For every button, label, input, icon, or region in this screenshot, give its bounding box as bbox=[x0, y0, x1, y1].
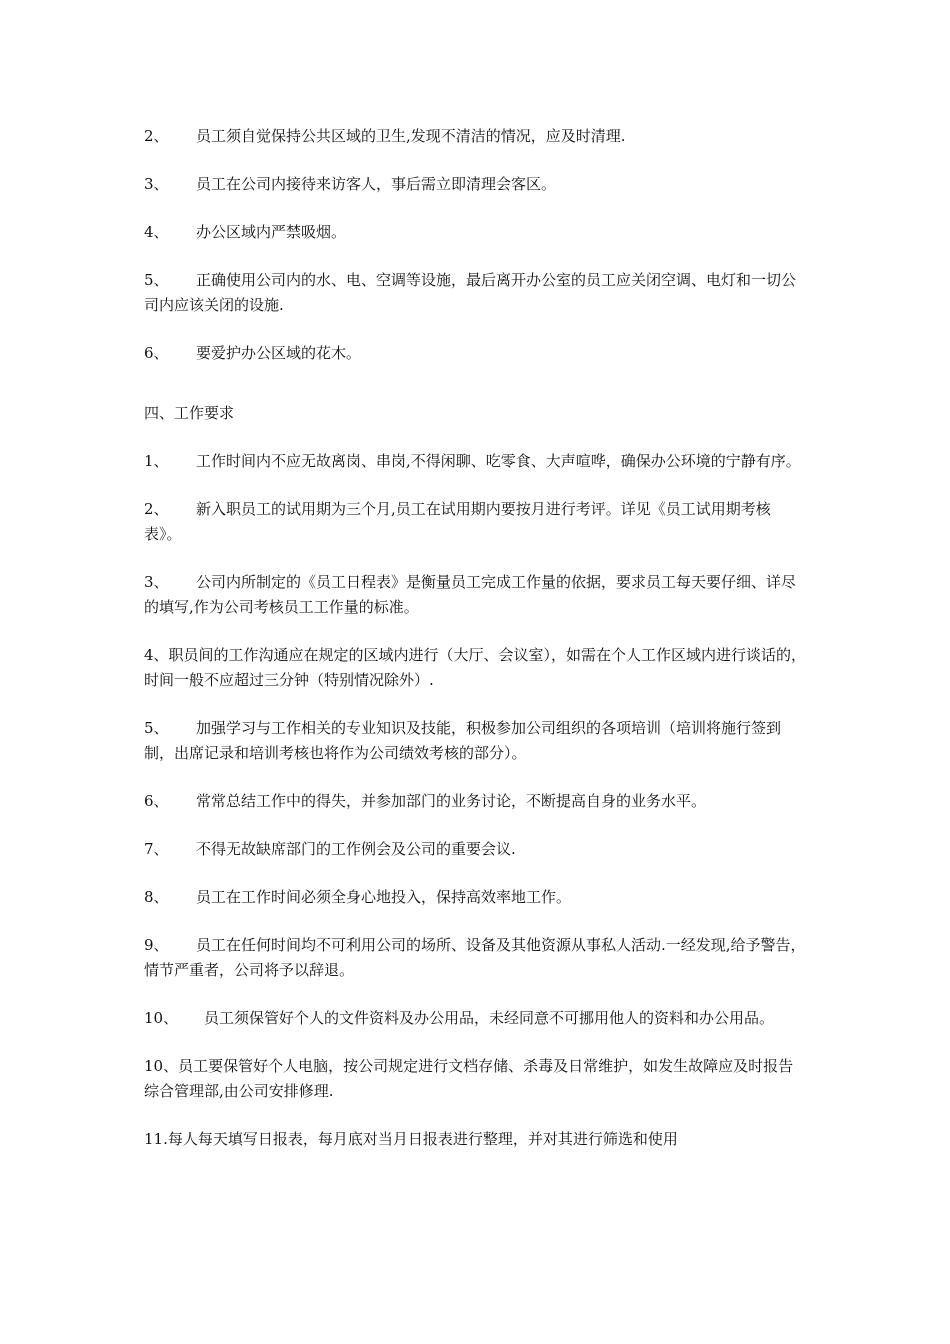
item-text: 工作时间内不应无故离岗、串岗,不得闲聊、吃零食、大声喧哗，确保办公环境的宁静有序。 bbox=[196, 452, 801, 470]
item-number: 6、 bbox=[144, 792, 169, 810]
list-item bbox=[144, 716, 808, 766]
item-text: 公司内所制定的《员工日程表》是衡量员工完成工作量的依据，要求员工每天要仔细、详尽的填写,作为公司考核员工工作量的标准。 bbox=[144, 573, 797, 616]
item-text: 员工在任何时间均不可利用公司的场所、设备及其他资源从事私人活动.一经发现,给予警告，情节严重者，公司将予以辞退。 bbox=[144, 936, 806, 979]
item-number: 5、 bbox=[144, 719, 169, 737]
list-item bbox=[144, 885, 808, 910]
item-number: 2、 bbox=[144, 500, 169, 518]
item-text: 员工须保管好个人的文件资料及办公用品，未经同意不可挪用他人的资料和办公用品。 bbox=[204, 1009, 775, 1027]
item-text: 员工须自觉保持公共区域的卫生,发现不清洁的情况，应及时清理. bbox=[196, 127, 626, 145]
item-number: 9、 bbox=[144, 936, 169, 954]
item-number: 2、 bbox=[144, 127, 169, 145]
item-text: 要爱护办公区域的花木。 bbox=[196, 344, 362, 362]
list-item bbox=[144, 1006, 808, 1031]
list-item bbox=[144, 220, 808, 245]
item-number: 8、 bbox=[144, 888, 169, 906]
list-item bbox=[144, 570, 808, 620]
list-item bbox=[144, 1127, 808, 1152]
item-text: 办公区域内严禁吸烟。 bbox=[196, 223, 347, 241]
item-text: 加强学习与工作相关的专业知识及技能，积极参加公司组织的各项培训（培训将施行签到制，出席记录和培训考核也将作为公司绩效考核的部分）。 bbox=[144, 719, 782, 762]
item-number: 10、 bbox=[144, 1009, 179, 1027]
list-item bbox=[144, 933, 808, 983]
item-text: 常常总结工作中的得失，并参加部门的业务讨论，不断提高自身的业务水平。 bbox=[196, 792, 707, 810]
list-item bbox=[144, 124, 808, 149]
item-text: 不得无故缺席部门的工作例会及公司的重要会议. bbox=[196, 840, 516, 858]
item-number: 3、 bbox=[144, 175, 169, 193]
item-text: 新入职员工的试用期为三个月,员工在试用期内要按月进行考评。详见《员工试用期考核表》。 bbox=[144, 500, 771, 543]
section-heading: 四、工作要求 bbox=[144, 404, 235, 422]
item-text: 正确使用公司内的水、电、空调等设施，最后离开办公室的员工应关闭空调、电灯和一切公司内应该关闭的设施. bbox=[144, 271, 797, 314]
document-body bbox=[144, 124, 808, 1175]
list-item bbox=[144, 789, 808, 814]
item-text: 11.每人每天填写日报表，每月底对当月日报表进行整理，并对其进行筛选和使用 bbox=[144, 1130, 678, 1148]
item-number: 7、 bbox=[144, 840, 169, 858]
item-number: 5、 bbox=[144, 271, 169, 289]
item-number: 1、 bbox=[144, 452, 169, 470]
list-item bbox=[144, 1054, 808, 1104]
list-item bbox=[144, 643, 808, 693]
list-item bbox=[144, 341, 808, 366]
list-item bbox=[144, 172, 808, 197]
list-item bbox=[144, 497, 808, 547]
item-number: 6、 bbox=[144, 344, 169, 362]
item-text: 10、员工要保管好个人电脑，按公司规定进行文档存储、杀毒及日常维护，如发生故障应及时报告综合管理部,由公司安排修理. bbox=[144, 1057, 794, 1100]
item-text: 员工在公司内接待来访客人，事后需立即清理会客区。 bbox=[196, 175, 557, 193]
list-item bbox=[144, 268, 808, 318]
item-text: 员工在工作时间必须全身心地投入，保持高效率地工作。 bbox=[196, 888, 572, 906]
list-item bbox=[144, 837, 808, 862]
item-number: 3、 bbox=[144, 573, 169, 591]
list-item bbox=[144, 449, 808, 474]
item-number: 4、 bbox=[144, 223, 169, 241]
item-text: 4、职员间的工作沟通应在规定的区域内进行（大厅、会议室），如需在个人工作区域内进行谈话的，时间一般不应超过三分钟（特别情况除外）. bbox=[144, 646, 807, 689]
